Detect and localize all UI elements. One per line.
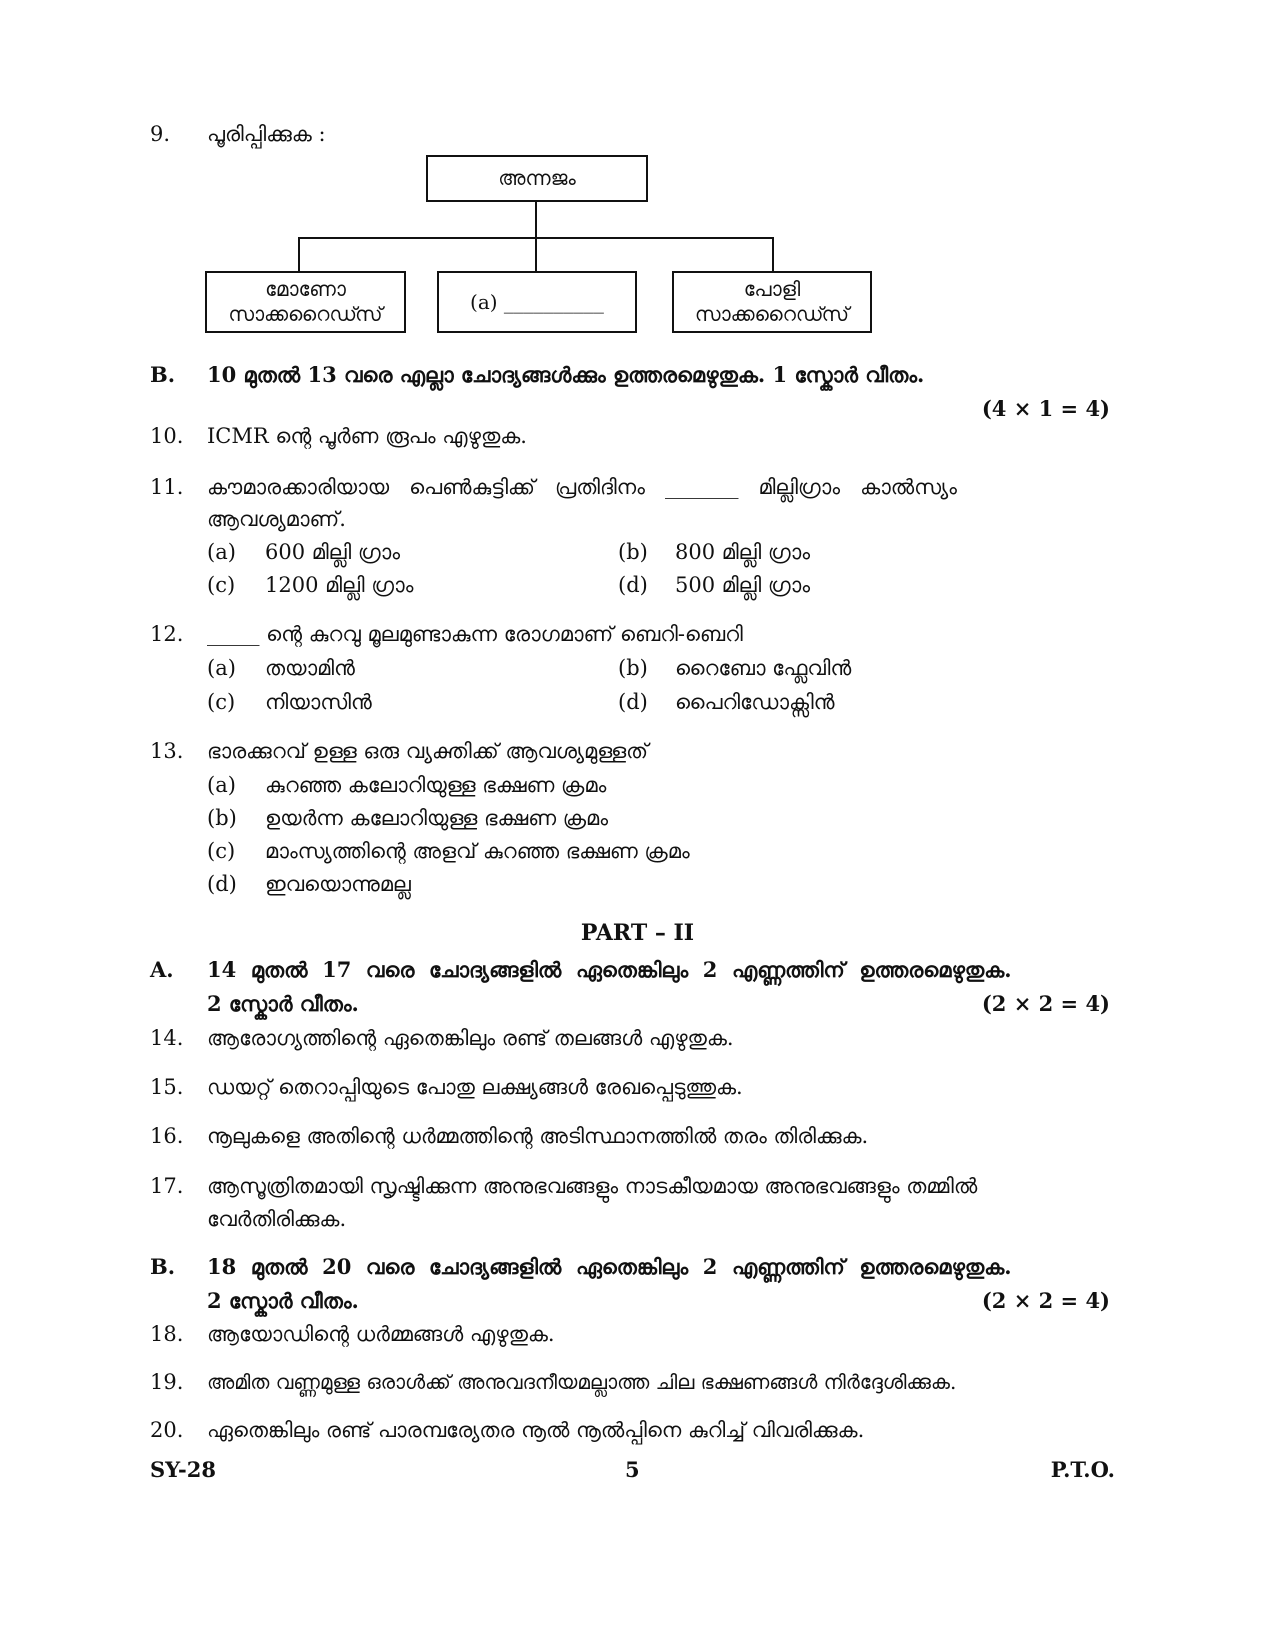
question-text: ആയോഡിന്റെ ധർമ്മങ്ങൾ എഴുതുക. bbox=[207, 1322, 555, 1346]
question-number: 20. bbox=[150, 1418, 184, 1442]
question-text: ICMR ന്റെ പൂർണ രൂപം എഴുതുക. bbox=[207, 424, 527, 448]
question-number: 16. bbox=[150, 1124, 184, 1148]
option-text: 1200 മില്ലി ഗ്രാം bbox=[265, 573, 414, 597]
option-text: നിയാസിൻ bbox=[265, 690, 372, 714]
question-number: 12. bbox=[150, 622, 184, 646]
diagram-connector bbox=[535, 200, 537, 238]
diagram-right-label-line1: പോളി bbox=[743, 277, 801, 301]
option-label: (d) bbox=[618, 573, 648, 597]
option-label: (a) bbox=[207, 540, 236, 564]
question-text: _____ ന്റെ കുറവു മൂലമുണ്ടാകുന്ന രോഗമാണ് ബെറി-ബെറി bbox=[207, 622, 743, 646]
page-number: 5 bbox=[625, 1457, 640, 1482]
question-number: 14. bbox=[150, 1026, 184, 1050]
option-text: 600 മില്ലി ഗ്രാം bbox=[265, 540, 401, 564]
option-text: ഇവയൊന്നുമല്ല bbox=[265, 872, 411, 896]
option-text: ഉയർന്ന കലോറിയുള്ള ഭക്ഷണ ക്രമം bbox=[265, 806, 609, 830]
section-score: (4 × 1 = 4) bbox=[981, 396, 1110, 421]
diagram-root-label: അന്നജം bbox=[498, 166, 576, 190]
question-text: ഡയറ്റ് തെറാപ്പിയുടെ പോതു ലക്ഷ്യങ്ങൾ രേഖപ്പെടുത്തുക. bbox=[207, 1075, 743, 1099]
question-number: 17. bbox=[150, 1174, 184, 1198]
please-turn-over: P.T.O. bbox=[1050, 1457, 1115, 1482]
section-instruction-line2: 2 സ്കോർ വീതം. bbox=[207, 1288, 359, 1313]
section-instruction-line1: 14 മുതൽ 17 വരെ ചോദ്യങ്ങളിൽ ഏതെങ്കിലും 2 എണ്ണത്തിന് ഉത്തരമെഴുതുക. bbox=[207, 957, 1012, 982]
diagram-middle-label: (a) __________ bbox=[470, 289, 604, 314]
diagram-left-box bbox=[205, 271, 406, 333]
question-number: 11. bbox=[150, 475, 184, 499]
diagram-left-label-line2: സാക്കറൈഡ്സ് bbox=[228, 302, 383, 326]
section-instruction: 10 മുതൽ 13 വരെ എല്ലാ ചോദ്യങ്ങൾക്കും ഉത്തരമെഴുതുക. 1 സ്കോർ വീതം. bbox=[207, 362, 925, 387]
diagram-middle-box bbox=[437, 271, 637, 333]
option-text: റൈബോ ഫ്ലേവിൻ bbox=[675, 656, 852, 680]
option-text: 800 മില്ലി ഗ്രാം bbox=[675, 540, 811, 564]
question-text-line2: വേർതിരിക്കുക. bbox=[207, 1207, 347, 1231]
section-instruction-line1: 18 മുതൽ 20 വരെ ചോദ്യങ്ങളിൽ ഏതെങ്കിലും 2 എണ്ണത്തിന് ഉത്തരമെഴുതുക. bbox=[207, 1254, 1012, 1279]
diagram-left-label-line1: മോണോ bbox=[265, 277, 346, 301]
question-number: 10. bbox=[150, 424, 184, 448]
question-text: അമിത വണ്ണമുള്ള ഒരാൾക്ക് അനുവദനീയമല്ലാത്ത ചില ഭക്ഷണങ്ങൾ നിർദ്ദേശിക്കുക. bbox=[207, 1370, 957, 1394]
option-text: കുറഞ്ഞ കലോറിയുള്ള ഭക്ഷണ ക്രമം bbox=[265, 773, 607, 797]
question-text: പൂരിപ്പിക്കുക : bbox=[207, 122, 326, 146]
option-label: (d) bbox=[618, 690, 648, 714]
diagram-connector bbox=[535, 237, 537, 272]
option-label: (b) bbox=[207, 806, 237, 830]
diagram-connector bbox=[772, 237, 774, 272]
diagram-right-box bbox=[672, 271, 872, 333]
section-score: (2 × 2 = 4) bbox=[981, 1288, 1110, 1313]
option-text: മാംസ്യത്തിന്റെ അളവ് കുറഞ്ഞ ഭക്ഷണ ക്രമം bbox=[265, 839, 690, 863]
option-text: തയാമിൻ bbox=[265, 656, 355, 680]
option-label: (a) bbox=[207, 656, 236, 680]
option-label: (c) bbox=[207, 690, 236, 714]
question-text-line2: ആവശ്യമാണ്. bbox=[207, 507, 346, 531]
question-number: 9. bbox=[150, 122, 171, 146]
option-label: (c) bbox=[207, 839, 236, 863]
question-text-line1: ആസൂത്രിതമായി സൃഷ്ടിക്കുന്ന അനുഭവങ്ങളും നാടകീയമായ അനുഭവങ്ങളും തമ്മിൽ bbox=[207, 1174, 978, 1198]
option-label: (a) bbox=[207, 773, 236, 797]
section-label: A. bbox=[150, 957, 174, 982]
paper-code: SY-28 bbox=[150, 1457, 216, 1482]
question-number: 18. bbox=[150, 1322, 184, 1346]
part-heading: PART – II bbox=[580, 920, 695, 946]
option-label: (c) bbox=[207, 573, 236, 597]
question-text-line1: കൗമാരക്കാരിയായ പെൺകുട്ടിക്ക് പ്രതിദിനം _______ മില്ലിഗ്രാം കാൽസ്യം bbox=[207, 475, 957, 499]
section-score: (2 × 2 = 4) bbox=[981, 991, 1110, 1016]
diagram-connector bbox=[298, 237, 300, 272]
section-label: B. bbox=[150, 1254, 176, 1279]
option-label: (b) bbox=[618, 540, 648, 564]
question-text: ഭാരക്കുറവ് ഉള്ള ഒരു വ്യക്തിക്ക് ആവശ്യമുള്ളത് bbox=[207, 739, 649, 763]
question-number: 19. bbox=[150, 1370, 184, 1394]
question-text: നൂലുകളെ അതിന്റെ ധർമ്മത്തിന്റെ അടിസ്ഥാനത്തിൽ തരം തിരിക്കുക. bbox=[207, 1124, 869, 1148]
diagram-right-label-line2: സാക്കറൈഡ്സ് bbox=[694, 302, 850, 326]
question-text: ഏതെങ്കിലും രണ്ട് പാരമ്പര്യേതര നൂൽ നൂൽപ്പിനെ കുറിച്ച് വിവരിക്കുക. bbox=[207, 1418, 865, 1442]
question-number: 13. bbox=[150, 739, 184, 763]
section-label: B. bbox=[150, 362, 176, 387]
diagram-root-box bbox=[426, 155, 648, 202]
question-number: 15. bbox=[150, 1075, 184, 1099]
question-text: ആരോഗ്യത്തിന്റെ ഏതെങ്കിലും രണ്ട് തലങ്ങൾ എഴുതുക. bbox=[207, 1026, 734, 1050]
option-text: 500 മില്ലി ഗ്രാം bbox=[675, 573, 811, 597]
section-instruction-line2: 2 സ്കോർ വീതം. bbox=[207, 991, 359, 1016]
option-label: (b) bbox=[618, 656, 648, 680]
option-text: പൈറിഡോക്സിൻ bbox=[675, 690, 835, 714]
option-label: (d) bbox=[207, 872, 237, 896]
